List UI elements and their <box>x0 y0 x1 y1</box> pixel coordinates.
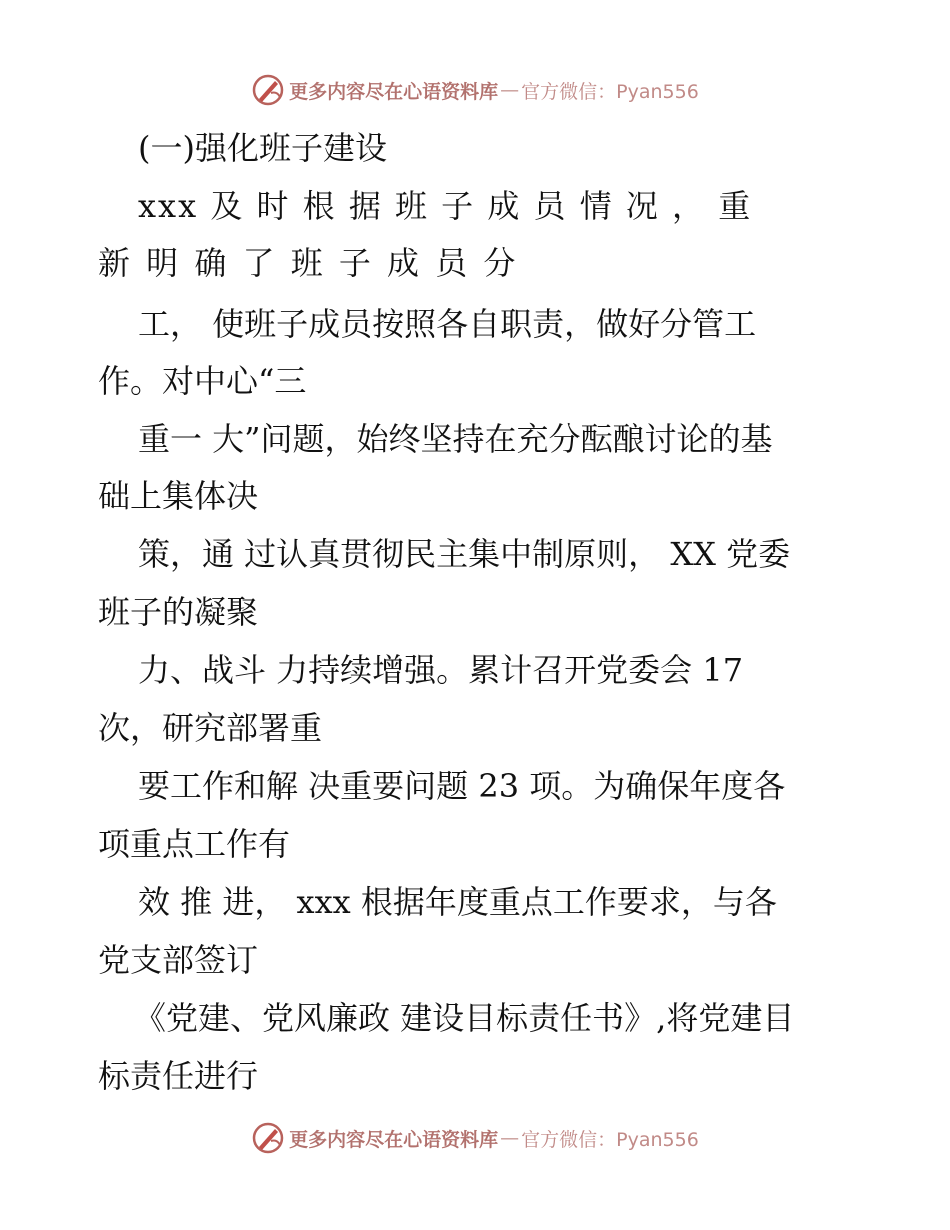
banner-separator: — <box>500 79 520 101</box>
body-line-5: 重一 大”问题，始终坚持在充分酝酿讨论的基 <box>138 420 773 458</box>
body-line-8: 班子的凝聚 <box>98 593 259 631</box>
banner-wechat-text: 官方微信：Pyan556 <box>521 80 699 103</box>
body-line-16: 标责任进行 <box>98 1057 259 1095</box>
body-line-11: 要工作和解 决重要问题 23 项。为确保年度各 <box>138 767 786 805</box>
body-line-6: 础上集体决 <box>98 477 259 515</box>
banner-wechat-text: 官方微信：Pyan556 <box>521 1128 699 1151</box>
header-watermark-banner <box>0 70 950 110</box>
body-line-13: 效 推 进， xxx 根据年度重点工作要求，与各 <box>138 883 777 921</box>
body-line-10: 次，研究部署重 <box>98 709 323 747</box>
body-line-14: 党支部签订 <box>98 941 259 979</box>
banner-separator: — <box>500 1127 520 1149</box>
footer-watermark-banner <box>0 1118 950 1158</box>
section-heading: (一)强化班子建设 <box>138 129 387 167</box>
body-line-3: 工， 使班子成员按照各自职责，做好分管工 <box>138 305 757 343</box>
body-line-15: 《党建、党风廉政 建设目标责任书》,将党建目 <box>134 999 795 1037</box>
body-line-9: 力、战斗 力持续增强。累计召开党委会 17 <box>138 651 744 689</box>
banner-brand-text: 更多内容尽在心语资料库 <box>289 80 499 103</box>
body-line-1: xxx 及 时 根 据 班 子 成 员 情 况 ， 重 <box>138 187 753 225</box>
banner-brand-text: 更多内容尽在心语资料库 <box>289 1128 499 1151</box>
body-line-7: 策，通 过认真贯彻民主集中制原则， XX 党委 <box>138 535 791 573</box>
body-line-12: 项重点工作有 <box>98 825 291 863</box>
pen-logo-icon <box>251 73 285 107</box>
body-line-2: 新 明 确 了 班 子 成 员 分 <box>98 244 519 282</box>
body-line-4: 作。对中心“三 <box>98 362 307 400</box>
pen-logo-icon <box>251 1121 285 1155</box>
